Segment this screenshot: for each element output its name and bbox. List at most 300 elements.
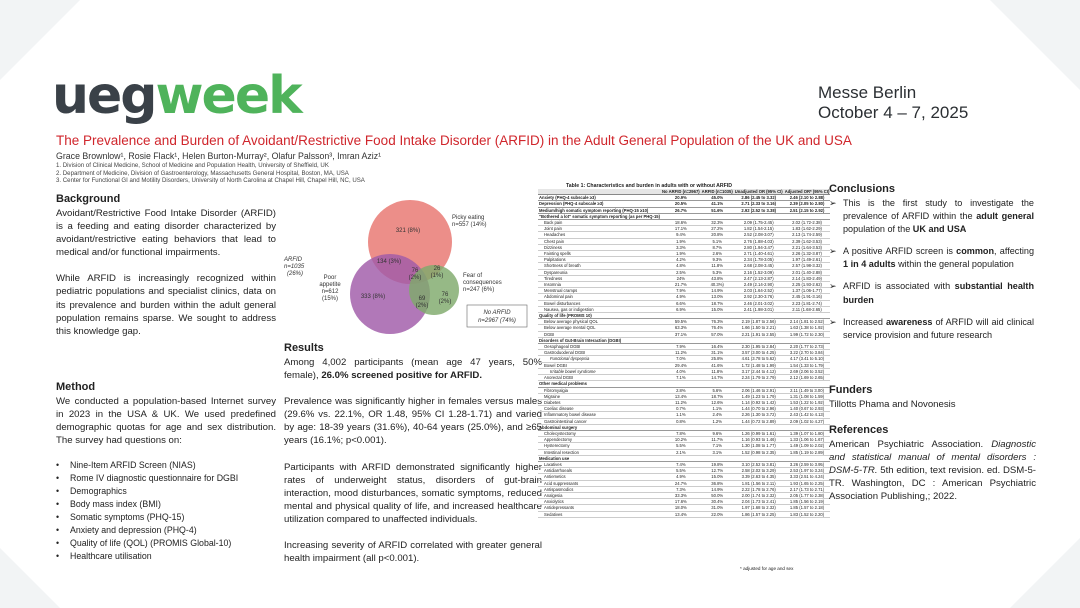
table-cell: Below average mental QOL [538, 325, 661, 331]
table-cell: Dizziness [538, 244, 661, 250]
table-cell: 1.82 (1.54-2.15) [734, 226, 784, 232]
conclusion-bold: substantial health burden [843, 281, 1034, 305]
method-item: • Healthcare utilisation [56, 550, 276, 563]
table-cell: 2.76 (1.88-4.03) [734, 238, 784, 244]
table-cell: Palpitations [538, 257, 661, 263]
table-cell: 13.4% [661, 393, 701, 399]
table-cell: 2.06 (1.46 to 2.91) [734, 387, 784, 393]
method-item: • Nine-Item ARFID Screen (NIAS) [56, 459, 276, 472]
poster-title: The Prevalence and Burden of Avoidant/Restrictive Food Intake Disorder (ARFID) in the Adult General Population of the UK and USA [56, 133, 852, 148]
table-cell: 3.10 (2.52 to 3.81) [734, 461, 784, 467]
venn-region-picky-poor: 134 (3%) [376, 259, 402, 265]
table-cell: 2.24 (1.79 to 2.79) [734, 375, 784, 381]
table-cell: 18.6% [661, 220, 701, 226]
table-cell: 41.1% [701, 201, 734, 207]
table-cell: Headaches [538, 232, 661, 238]
table-cell: 24% [661, 275, 701, 281]
table-cell: Menstrual cramps [538, 288, 661, 294]
table-header-cell: No ARFID (n=2967) [662, 189, 700, 194]
table-cell: 2.00 (1.74 to 2.32) [734, 492, 784, 498]
table-cell: 17.6% [661, 499, 701, 505]
table-cell: 6.9% [661, 306, 701, 312]
logo-week: week [155, 66, 301, 126]
conclusion-text: ARFID is associated with [843, 281, 955, 292]
conclusion-bold: 1 in 4 adults [843, 259, 896, 270]
table-cell: Shortness of breath [538, 263, 661, 269]
table-cell: Medium/high somatic symptom reporting (PHQ-15 ≥10) [538, 207, 661, 213]
table-cell: 2.47 (2.13-2.87) [734, 275, 784, 281]
table-cell: 4.17 (3.41 to 5.10) [784, 356, 831, 362]
reference-1 [829, 438, 1036, 503]
table-cell: 12.7% [701, 468, 734, 474]
table-cell: 4.8% [661, 263, 701, 269]
table-cell: 13.0% [701, 294, 734, 300]
table-title: Table 1: Characteristics and burden in adults with or without ARFID [566, 183, 733, 189]
table-cell: 21.7% [661, 282, 701, 288]
table-cell: 9.4% [661, 232, 701, 238]
table-cell: 1.85 (1.56 to 2.19) [784, 499, 831, 505]
table-cell: 11.2% [661, 399, 701, 405]
table-cell: 1.99 (1.72 to 2.30) [784, 331, 831, 337]
characteristics-table [538, 189, 830, 518]
table-cell: Bowel DGBI [538, 362, 661, 368]
table-cell: 9.3% [701, 257, 734, 263]
table-cell: 20.9% [661, 195, 701, 201]
table-cell: 1.9% [661, 238, 701, 244]
conclusions-section [829, 183, 1034, 351]
table-cell: 0.8% [661, 418, 701, 424]
table-cell: 1.31 (1.08 to 1.59) [784, 393, 831, 399]
venn-label-fear-2: consequences [463, 280, 502, 286]
venn-label-no-arfid-n: n=2967 (74%) [478, 318, 516, 324]
table-cell: 7.9% [661, 344, 701, 350]
venn-region-poor-only: 333 (8%) [360, 294, 386, 300]
table-cell: 2.23 (1.81-2.74) [784, 300, 831, 306]
venn-region-all-three-n: 76 [411, 268, 419, 274]
method-section [56, 381, 276, 563]
conclusion-text: of ARFID will aid clinical service provision and future research [843, 316, 1034, 340]
table-cell: 1.26 (0.99 to 1.61) [734, 430, 784, 436]
table-cell: 2.21 (1.64-3.53) [784, 244, 831, 250]
table-cell: Fibromyalgia [538, 387, 661, 393]
table-cell: 2.43 (1.42 to 4.13) [784, 412, 831, 418]
table-cell: Antidepressants [538, 505, 661, 511]
venn-region-poor-fear-n: 69 [418, 296, 426, 302]
table-cell: Insomnia [538, 282, 661, 288]
conclusions-heading: Conclusions [829, 183, 896, 195]
table-cell: 20.5% [661, 201, 701, 207]
table-cell: 36.8% [701, 480, 734, 486]
method-item: • Demographics [56, 485, 276, 498]
table-cell: Anxiety (PHQ-4 subscale ≥3) [538, 195, 661, 201]
funders-text: Tillotts Phama and Novonesis [829, 399, 956, 410]
references-heading: References [829, 424, 889, 436]
table-cell: 0.7% [661, 406, 701, 412]
table-cell: 1.9% [661, 251, 701, 257]
table-cell: 14.9% [701, 288, 734, 294]
table-cell: 76.4% [701, 325, 734, 331]
table-cell: 24.7% [661, 480, 701, 486]
table-cell: 11.2% [661, 350, 701, 356]
table-cell: Back pain [538, 220, 661, 226]
table-cell: Chest pain [538, 238, 661, 244]
table-cell: Analgesia [538, 492, 661, 498]
table [538, 189, 830, 518]
table-cell: 20.8% [701, 232, 734, 238]
venn-region-picky-only: 321 (8%) [395, 228, 421, 234]
venue-location: Messe Berlin [818, 83, 917, 102]
table-cell: Quality of life (PROMIS 10) [538, 313, 661, 319]
conclusion-text: This is the first study to investigate the prevalence of ARFID within the [843, 198, 1034, 222]
venn-label-poor-n: n=612 [321, 289, 339, 295]
table-cell: 31.0% [701, 505, 734, 511]
table-cell: 1.83 (1.52 to 2.20) [784, 511, 831, 517]
table-cell: Appendectomy [538, 437, 661, 443]
table-cell: 3.57 (3.00 to 4.25) [734, 350, 784, 356]
table-cell: 1.1% [701, 406, 734, 412]
table-cell: Medication use [538, 455, 661, 461]
conclusion-bold: common [956, 246, 995, 257]
table-cell: 18.7% [701, 393, 734, 399]
table-cell: 1.1% [661, 412, 701, 418]
table-cell: 9.6% [701, 430, 734, 436]
conclusion-item [829, 197, 1034, 236]
table-cell: 1.97 (1.49-2.61) [784, 257, 831, 263]
table-cell: 2.49 (2.14-2.90) [734, 282, 784, 288]
venue-dates: October 4 – 7, 2025 [818, 103, 969, 122]
table-cell: 1.52 (0.98 to 2.35) [734, 449, 784, 455]
table-cell: Antispasmodics [538, 486, 661, 492]
table-cell: 10.2% [661, 437, 701, 443]
table-cell: 6.6% [661, 300, 701, 306]
table-cell: 17.1% [661, 226, 701, 232]
venue [818, 83, 968, 123]
background-paragraph-2: While ARFID is increasingly recognized within pediatric populations and specialist clinics, data on its prevalence and burden within the adult general population remains sparse. We sought to address this knowledge gap. [56, 273, 276, 337]
method-heading: Method [56, 381, 96, 393]
ueg-week-logo [52, 66, 301, 126]
venn-label-arfid-pct: (26%) [287, 271, 304, 277]
conclusion-item [829, 245, 1034, 271]
table-cell: 2.14 (1.81 to 2.52) [784, 319, 831, 325]
table-cell: Below average physical QOL [538, 319, 661, 325]
venn-region-picky-fear-n: 26 [433, 266, 441, 272]
affiliation-2: 2. Department of Medicine, Division of Gastroenterology, Massachusetts General Hospital, Boston, MA, USA [56, 169, 349, 177]
table-cell: 59.5% [661, 319, 701, 325]
table-cell: 8.7% [701, 244, 734, 250]
background-section [56, 193, 276, 338]
venn-region-poor-fear-pct: (2%) [415, 303, 429, 309]
table-cell: 2.92 (2.52 to 3.38) [734, 207, 784, 213]
background-heading: Background [56, 193, 121, 205]
table-cell: Bowel disturbances [538, 300, 661, 306]
table-cell: 45.0% [701, 195, 734, 201]
table-cell: Gastroduodenal DGBI [538, 350, 661, 356]
table-cell: 1.63 (1.38 to 1.92) [784, 325, 831, 331]
method-paragraph: We conducted a population-based Internet survey in 2023 in the USA & UK. We used predefined demographic quotas for age and sex distribution. The survey had questions on: [56, 396, 276, 447]
conclusion-text: , affecting [994, 246, 1035, 257]
table-cell: 2.57 (1.98-3.32) [784, 263, 831, 269]
table-cell: 2.80 (1.94-3.47) [734, 244, 784, 250]
table-cell: 2.68 (2.08-3.45) [734, 263, 784, 269]
table-cell: Dyspareunia [538, 269, 661, 275]
venn-label-picky: Picky eating [452, 215, 485, 221]
table-cell: 3.17 (2.44 to 4.12) [734, 368, 784, 374]
table-cell: 15.0% [701, 474, 734, 480]
arfid-venn-diagram [282, 190, 532, 340]
table-cell: 25.8% [701, 356, 734, 362]
method-item: • Somatic symptoms (PHQ-15) [56, 511, 276, 524]
table-cell: 3.1% [701, 449, 734, 455]
background-paragraph-1: Avoidant/Restrictive Food Intake Disorder (ARFID) is a feeding and eating disorder characterized by avoidant/restrictive eating behaviors that lead to medical and/or functional impairments. [56, 208, 276, 259]
table-cell: Hysterectomy [538, 443, 661, 449]
table-cell: 27.2% [701, 226, 734, 232]
table-cell: 7.8% [661, 430, 701, 436]
venn-region-picky-fear-pct: (1%) [430, 273, 444, 279]
table-cell: 12.6% [701, 399, 734, 405]
conclusion-item [829, 280, 1034, 306]
table-cell: 1.44 (0.72 to 2.89) [734, 418, 784, 424]
logo-ueg: ueg [52, 66, 156, 126]
table-cell: 50.0% [701, 492, 734, 498]
conclusion-bold: UK and USA [912, 224, 967, 235]
table-cell: 2.34 (1.78-3.05) [734, 257, 784, 263]
venn-region-fear-only-pct: (2%) [438, 299, 452, 305]
table-cell: 2.69 (2.06 to 3.52) [784, 368, 831, 374]
table-cell: Tiredness [538, 275, 661, 281]
method-list [56, 459, 276, 562]
table-cell: 2.39 (2.05 to 2.80) [784, 201, 831, 207]
table-cell: Depression (PHQ-4 subscale ≥3) [538, 201, 661, 207]
table-cell: Inflammatory bowel disease [538, 412, 661, 418]
table-cell: 26.7% [661, 207, 701, 213]
venn-label-fear-1: Fear of [463, 273, 483, 279]
table-cell: 2.14 (1.83-2.49) [784, 275, 831, 281]
table-cell: DGBI [538, 331, 661, 337]
table-cell: 1.54 (1.33 to 1.79) [784, 362, 831, 368]
table-cell: 41.6% [701, 362, 734, 368]
table-cell: 13.4% [661, 511, 701, 517]
table-cell: Nausea, gas or indigestion [538, 306, 661, 312]
table-cell: 37.1% [661, 331, 701, 337]
table-cell: 11.8% [701, 263, 734, 269]
venn-label-poor-1: Poor [323, 275, 337, 281]
table-cell: Abdominal pain [538, 294, 661, 300]
table-cell: 2.5% [661, 269, 701, 275]
venn-region-all-three-pct: (2%) [408, 275, 422, 281]
results-paragraph-3: Participants with ARFID demonstrated significantly higher rates of underweight status, disorders of gut-brain interaction, mood disturbances, somatic symptoms, reduced mental and physical quality of life, and increased healthcare utilization compared to unaffected individuals. [284, 461, 542, 525]
table-cell: 3.22 (2.70 to 3.84) [784, 350, 831, 356]
table-cell: 30.4% [701, 499, 734, 505]
table-cell: Acid suppressants [538, 480, 661, 486]
table-cell: 7.4% [661, 461, 701, 467]
method-item: • Body mass index (BMI) [56, 498, 276, 511]
table-cell: Antiemetics [538, 474, 661, 480]
table-cell: 1.93 (1.65 to 2.25) [784, 480, 831, 486]
table-cell: 22.0% [701, 511, 734, 517]
table-cell: 2.92 (2.30-3.76) [734, 294, 784, 300]
table-cell: 1.85 (1.57 to 2.18) [784, 505, 831, 511]
table-cell: 7.9% [661, 288, 701, 294]
table-cell: 31.1% [701, 350, 734, 356]
table-cell: 5.3% [701, 269, 734, 275]
table-cell: Abdominal surgery [538, 424, 661, 430]
table-cell: 2.02 (1.72-2.38) [784, 220, 831, 226]
table-cell: 4.61 (3.78 to 5.62) [734, 356, 784, 362]
table-cell: Coeliac disease [538, 406, 661, 412]
venn-label-poor-pct: (15%) [321, 296, 339, 302]
table-cell: 7.0% [661, 356, 701, 362]
table-cell: 4.2% [661, 257, 701, 263]
table-cell: 2.53 (1.97 to 3.24) [784, 468, 831, 474]
affiliation-3: 3. Center for Functional GI and Motility Disorders, University of North Carolina at Chapel Hill, Chapel Hill, NC, USA [56, 177, 365, 185]
table-row [538, 511, 830, 517]
table-cell: 1.83 (1.62-2.29) [784, 226, 831, 232]
table-cell: Migraine [538, 393, 661, 399]
table-cell: 2.01 (1.40-2.88) [784, 269, 831, 275]
table-cell: 3.39 (2.63 to 4.35) [734, 474, 784, 480]
conclusion-text: A positive ARFID screen is [843, 246, 957, 257]
table-cell: 5.5% [661, 443, 701, 449]
table-cell: 29.4% [661, 362, 701, 368]
table-cell: 2.17 (1.73 to 2.71) [784, 486, 831, 492]
table-cell: 11.7% [701, 437, 734, 443]
table-cell: 2.30 (1.95 to 2.84) [734, 344, 784, 350]
table-cell: Sedatives [538, 511, 661, 517]
table-cell: 2.45 (1.91-3.16) [784, 294, 831, 300]
affiliation-1: 1. Division of Clinical Medicine, School of Medicine and Population Health, University of Sheffield, UK [56, 162, 329, 169]
table-cell: 5.1% [701, 238, 734, 244]
table-cell: 1.2% [701, 418, 734, 424]
table-header-cell: Unadjusted OR (95% CI) [734, 189, 783, 194]
table-cell: Gastrointestinal cancer [538, 418, 661, 424]
table-cell: 1.81 (1.56 to 2.11) [734, 480, 784, 486]
table-cell: Intestinal resection [538, 449, 661, 455]
venn-label-arfid: ARFID [284, 257, 302, 263]
table-cell: 2.86 (2.45 to 3.32) [734, 195, 784, 201]
table-cell: 18.7% [701, 300, 734, 306]
table-header-cell: Adjusted OR* (95% CI) [784, 189, 830, 194]
table-cell: 1.66 (1.50 to 2.21) [734, 325, 784, 331]
venn-label-fear-n: n=247 (6%) [463, 287, 495, 293]
table-cell: 40.3%) [701, 282, 734, 288]
table-cell: 2.13 (1.74-2.59) [784, 232, 831, 238]
table-cell: 2.09 (1.75-2.45) [734, 220, 784, 226]
conclusions-list [829, 197, 1034, 342]
table-cell: 2.39 (1.62-3.53) [784, 238, 831, 244]
venn-label-arfid-n: n=1035 [284, 264, 305, 270]
conclusion-item [829, 316, 1034, 342]
table-cell: 2.8% [661, 387, 701, 393]
table-cell: 2.25 (1.93-2.62) [784, 282, 831, 288]
table-cell: Laxatives [538, 461, 661, 467]
venn-label-picky-n: n=557 (14%) [452, 222, 487, 228]
table-cell: 2.46 (2.01-3.02) [734, 300, 784, 306]
table-cell: 1.40 (0.67 to 2.93) [784, 406, 831, 412]
table-cell: 2.03 (1.64-2.52) [734, 288, 784, 294]
table-cell: 32.3% [701, 220, 734, 226]
venn-label-poor-2: appetite [319, 282, 341, 288]
affiliations [56, 162, 365, 185]
table-cell: 1.39 (1.07 to 1.80) [784, 430, 831, 436]
table-cell: 14.9% [701, 486, 734, 492]
table-cell: 1.37 (1.06-1.77) [784, 288, 831, 294]
table-cell: 2.11 (1.49 to 3.00) [784, 387, 831, 393]
table-cell: 51.6% [701, 207, 734, 213]
table-header-cell: ARFID (n=1035) [701, 189, 733, 194]
conclusion-bold: adult general [976, 211, 1034, 222]
table-cell: 33.3% [661, 492, 701, 498]
table-cell: 76.3% [701, 319, 734, 325]
table-cell: 16.4% [701, 344, 734, 350]
results-section [284, 342, 542, 565]
table-cell: Antidiarrhoeals [538, 468, 661, 474]
corner-decoration-bottom-right [1010, 538, 1080, 608]
table-cell: 3.3% [661, 244, 701, 250]
venn-region-fear-only-n: 76 [441, 292, 449, 298]
table-cell: 1.33 (1.06 to 1.67) [784, 437, 831, 443]
table-cell: 2.26 (1.30 to 3.72) [734, 412, 784, 418]
table-cell: 2.71 (2.33 to 3.16) [734, 201, 784, 207]
table-cell: 5.6% [701, 387, 734, 393]
table-cell: Other medical problems [538, 381, 661, 387]
table-cell: 1.16 (0.93 to 1.46) [734, 437, 784, 443]
results-p1-highlight: 26.0% screened positive for ARFID. [321, 370, 482, 382]
table-cell: 1.49 (1.23 to 1.79) [734, 393, 784, 399]
table-cell: 2.22 (1.78 to 2.76) [734, 486, 784, 492]
table-cell: 1.44 (0.70 to 2.96) [734, 406, 784, 412]
table-cell: 2.16 (1.52-3.09) [734, 269, 784, 275]
method-item: • Anxiety and depression (PHQ-4) [56, 524, 276, 537]
table-cell: 4.0% [661, 368, 701, 374]
funders-section [829, 384, 1034, 411]
table-cell: 3.26 (2.59 to 3.95) [784, 461, 831, 467]
method-item: • Quality of life (QOL) (PROMIS Global-10) [56, 537, 276, 550]
reference-details: 5th edition, text revision. ed. DSM-5-TR. Washington, DC : American Psychiatric Association Publishing,; 2022. [829, 465, 1036, 503]
conclusion-text: Increased [843, 316, 886, 327]
table-cell: 11.8% [701, 368, 734, 374]
conclusion-bold: awareness [885, 316, 933, 327]
table-cell: Oesophageal DGBI [538, 344, 661, 350]
table-cell: 1.86 (1.57 to 2.25) [734, 511, 784, 517]
table-cell: 7.1% [701, 443, 734, 449]
reference-work-title: Diagnostic and statistical manual of mental disorders : DSM-5-TR. [829, 439, 1036, 477]
corner-decoration-top-right [990, 0, 1080, 90]
table-cell: 2.21 (1.91 to 2.55) [734, 331, 784, 337]
conclusion-text: within the general population [895, 259, 1014, 270]
table-cell: 7.1% [661, 375, 701, 381]
table-cell: 2.1% [661, 449, 701, 455]
table-cell: Diabetes [538, 399, 661, 405]
table-cell: Irritable bowel syndrome [538, 368, 661, 374]
table-cell: 2.04 (1.73 to 2.41) [734, 499, 784, 505]
table-cell: 2.09 (1.02 to 4.27) [784, 418, 831, 424]
table-cell: 1.49 (1.09 to 2.02) [784, 443, 831, 449]
table-cell: 2.20 (1.77 to 2.73) [784, 344, 831, 350]
references-section [829, 424, 1036, 503]
table-cell: 4.9% [661, 474, 701, 480]
conclusion-text: population of the [843, 224, 913, 235]
table-cell: 4.9% [661, 294, 701, 300]
table-cell: 2.58 (2.02 to 3.29) [734, 468, 784, 474]
results-heading: Results [284, 342, 324, 354]
corner-decoration-bottom-left [0, 548, 60, 608]
reference-author: American Psychiatric Association. [829, 439, 992, 450]
table-cell: 2.41 (1.98-3.01) [734, 306, 784, 312]
table-cell: 2.19 (1.87 to 2.56) [734, 319, 784, 325]
table-cell: Anxiolytics [538, 499, 661, 505]
table-cell: 1.85 (1.19 to 2.89) [784, 449, 831, 455]
table-cell: 1.97 (1.68 to 2.32) [734, 505, 784, 511]
